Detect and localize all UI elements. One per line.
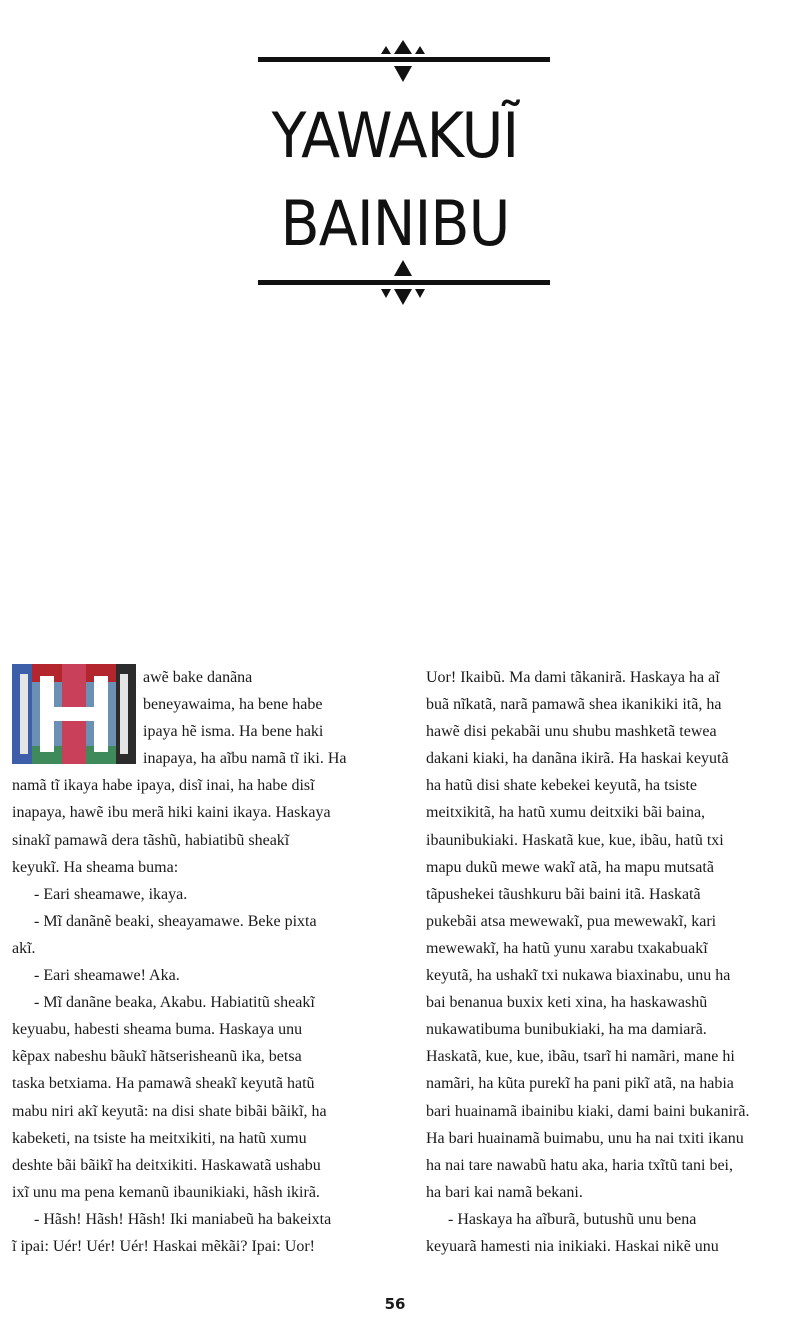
text-line: keyukĩ. Ha sheama buma: xyxy=(12,858,179,876)
text-line: - Mĩ danãnẽ beaki, sheayamawe. Beke pixta xyxy=(34,912,317,930)
text-line: namãri, ha kũta purekĩ ha pani pikĩ atã, na habia xyxy=(426,1075,734,1093)
text-line: dakani kiaki, ha danãna ikirã. Ha haskai keyutã xyxy=(426,750,729,768)
left-column xyxy=(12,664,382,1260)
text-line: mabu niri akĩ keyutã: na disi shate bibãi bãikĩ, ha xyxy=(12,1102,327,1120)
bottom-ornament xyxy=(258,258,550,308)
text-line: ha hatũ disi shate kebekei keyutã, ha tsiste xyxy=(426,777,698,795)
text-line: buã nĩkatã, narã pamawã shea ikanikiki itã, ha xyxy=(426,696,722,714)
text-line: keyuarã hamesti nia inikiaki. Haskai nikẽ unu xyxy=(426,1237,719,1255)
text-line: taska betxiama. Ha pamawã sheakĩ keyutã hatũ xyxy=(12,1075,315,1093)
title-block xyxy=(0,92,790,268)
text-line: mapu dukũ mewe wakĩ atã, ha mapu mutsatã xyxy=(426,858,714,876)
text-line: awẽ bake danãna xyxy=(143,669,253,686)
text-line: - Eari sheamawe, ikaya. xyxy=(34,885,188,903)
text-line: ixĩ unu ma pena kemanũ ibaunikiaki, hãsh ikirã. xyxy=(12,1183,320,1201)
text-line: - Hãsh! Hãsh! Hãsh! Iki maniabeũ ha bakeixta xyxy=(34,1210,332,1228)
text-line: ha nai tare nawabũ hatu aka, haria txĩtũ tani bei, xyxy=(426,1156,733,1174)
text-line: beneyawaima, ha bene habe xyxy=(143,696,323,714)
page-title-line1: YAWAKUĨ xyxy=(271,99,519,172)
top-ornament xyxy=(258,38,550,88)
page-title-line2: BAINIBU xyxy=(280,187,510,260)
text-line: kabeketi, na tsiste ha meitxikiti, na hatũ xumu xyxy=(12,1129,307,1147)
text-line: meitxikitã, ha hatũ xumu deitxiki bãi baina, xyxy=(426,804,706,822)
text-line: ha bari kai namã bekani. xyxy=(426,1183,583,1201)
text-line: kẽpax nabeshu bãukĩ hãtserisheanũ ika, betsa xyxy=(12,1048,302,1066)
text-line: deshte bãi bãikĩ ha deitxikiti. Haskawatã ushabu xyxy=(12,1156,321,1174)
text-line: nukawatibuma bunibukiaki, ha ma damiarã. xyxy=(426,1021,707,1039)
text-line: keyutã, ha ushakĩ txi nukawa biaxinabu, unu ha xyxy=(426,967,731,985)
text-line: mewewakĩ, ha hatũ yunu xarabu txakabuakĩ xyxy=(426,939,708,957)
text-line: bai benanua buxix keti xina, ha haskawashũ xyxy=(426,994,708,1012)
text-line: bari huainamã ibainibu kiaki, dami baini bukanirã. xyxy=(426,1102,750,1120)
text-line: ipaya hẽ isma. Ha bene haki xyxy=(143,723,324,741)
text-line: - Haskaya ha aĩburã, butushũ unu bena xyxy=(448,1210,697,1228)
text-line: Uor! Ikaibũ. Ma dami tãkanirã. Haskaya ha aĩ xyxy=(426,669,720,686)
text-line: keyuabu, habesti sheama buma. Haskaya unu xyxy=(12,1021,303,1039)
text-line: sinakĩ pamawã dera tãshũ, habiatibũ sheakĩ xyxy=(12,831,290,849)
text-line: - Mĩ danãne beaka, Akabu. Habiatitũ sheakĩ xyxy=(34,994,315,1012)
text-line: akĩ. xyxy=(12,939,36,957)
right-column xyxy=(426,664,786,1260)
text-line: Ha bari huainamã buimabu, unu ha nai txiti ikanu xyxy=(426,1129,744,1147)
text-line: Haskatã, kue, kue, ibãu, tsarĩ hi namãri, mane hi xyxy=(426,1048,735,1066)
text-line: hawẽ disi pekabãi unu shubu mashketã tewea xyxy=(426,723,717,741)
text-line: ĩ ipai: Uér! Uér! Uér! Haskai mẽkãi? Ipai: Uor! xyxy=(12,1237,315,1255)
text-line: - Eari sheamawe! Aka. xyxy=(34,967,180,985)
text-line: ibaunibukiaki. Haskatã kue, kue, ibãu, hatũ txi xyxy=(426,831,724,849)
page-number: 56 xyxy=(384,1295,406,1313)
text-line: pukebãi atsa mewewakĩ, pua mewewakĩ, kari xyxy=(426,912,717,930)
text-line: inapaya, hawẽ ibu merã hiki kaini ikaya. Haskaya xyxy=(12,804,331,822)
text-line: tãpushekei tãushkuru bãi baini itã. Haskatã xyxy=(426,885,701,903)
text-line: inapaya, ha aĩbu namã tĩ iki. Ha xyxy=(143,750,347,768)
text-line: namã tĩ ikaya habe ipaya, disĩ inai, ha habe disĩ xyxy=(12,777,315,795)
